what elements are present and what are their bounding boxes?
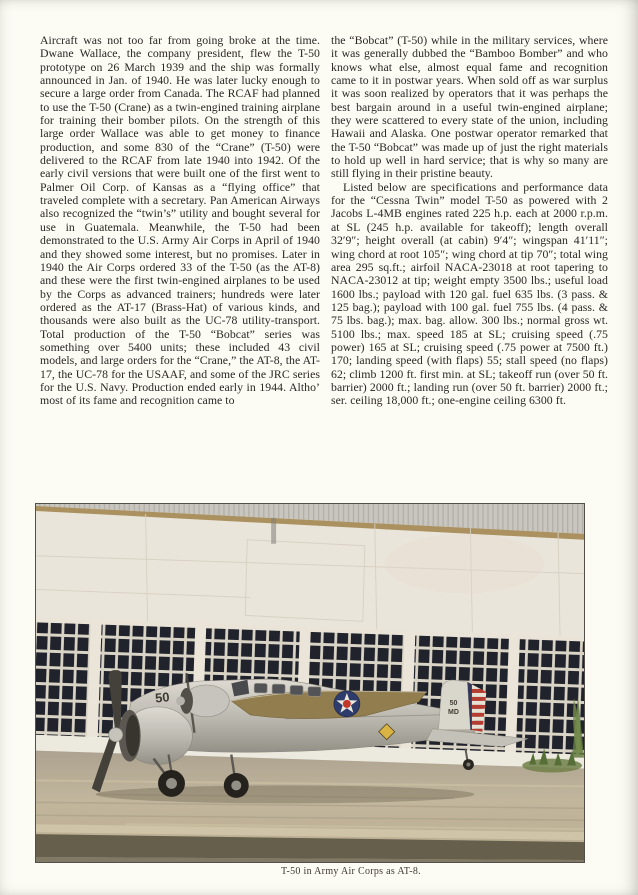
- aircraft-photo: [35, 503, 585, 863]
- article-column-right: [331, 34, 608, 408]
- tail-marking-line1: 50: [449, 699, 458, 707]
- nose-marking: 50: [154, 689, 171, 706]
- paragraph-history: Aircraft was not too far from going broke at the time. Dwane Wallace, the company president, flew the T-50 prototype on 26 March 1939 and the ship was formally announced in Jan. of 1940. He was later lucky enough to secure a large order from Canada. The RCAF had planned to use the T-50 (Crane) as a twin-engined training airplane for training their bomber pilots. On the strength of this large order Wallace was able to get money to finance production, and some 830 of the “Crane” (T-50) were delivered to the RCAF from late 1940 into 1942. Of the early civil versions that were built one of the first went to Palmer Oil Corp. of Kansas as a “flying office” that traveled complete with a secretary. Pan American Airways also recognized the “twin’s” utility and bought several for use in Guatemala. Meanwhile, the T-50 had been demonstrated to the U.S. Army Air Corps in April of 1940 and they showed some interest, but no promises. Later in 1940 the Air Corps ordered 33 of the T-50 (as the AT-8) and these were the first twin-engined airplanes to be used by the Corps as advanced trainers; hundreds were later ordered as the AT-17 (Brass-Hat) of various kinds, and thousands were also built as the UC-78 utility-transport. Total production of the T-50 “Bobcat” series was something over 5400 units; these included 43 civil models, and large orders for the “Crane,” the AT-8, the AT-17, the UC-78 for the USAAF, and some of the JRC series for the U.S. Navy. Production ended early in 1944. Altho’ most of its fame and recognition came to: [40, 33, 320, 408]
- article-column-left: [40, 34, 320, 408]
- paragraph-postwar: the “Bobcat” (T-50) while in the military services, where it was generally dubbed the “Bamboo Bomber” and who knows what else, almost equal fame and recognition came to it in postwar years. When sold off as war surplus it was soon realized by operators that it was perhaps the best bargain around in a useful twin-engined airplane; they were scattered to every state of the union, including Hawaii and Alaska. One postwar operator remarked that the T-50 “Bobcat” was made up of just the right materials to hold up well in hard service; that is why so many are still flying in their pristine beauty.: [331, 33, 608, 181]
- aircraft-photo-graphic: [36, 504, 584, 862]
- paragraph-specifications: Listed below are specifications and performance data for the “Cessna Twin” model T-50 as powered with 2 Jacobs L-4MB engines rated 225 h.p. each at 2000 r.p.m. at SL (245 h.p. available for takeoff); length overall 32′9″; height overall (at cabin) 9′4″; wingspan 41′11″; wing chord at root 105″; wing chord at tip 70″; total wing area 295 sq.ft.; airfoil NACA-23018 at root tapering to NACA-23012 at tip; weight empty 3500 lbs.; useful load 1600 lbs.; payload with 120 gal. fuel 635 lbs. (3 pass. & 125 bag.); payload with 100 gal. fuel 755 lbs. (4 pass. & 75 lbs. bag.); max. bag. allow. 300 lbs.; normal gross wt. 5100 lbs.; max. speed 185 at SL; cruising speed (.75 power) 165 at SL; cruising speed (.75 power at 7500 ft.) 170; landing speed (with flaps) 55; stall speed (no flaps) 62; climb 1200 ft. first min. at SL; takeoff run (over 50 ft. barrier) 2000 ft.; landing run (over 50 ft. barrier) 2000 ft.; ser. ceiling 18,000 ft.; one-engine ceiling 6300 ft.: [331, 179, 608, 408]
- photo-caption: T-50 in Army Air Corps as AT-8.: [281, 866, 421, 877]
- tail-marking-line2: MD: [448, 708, 459, 716]
